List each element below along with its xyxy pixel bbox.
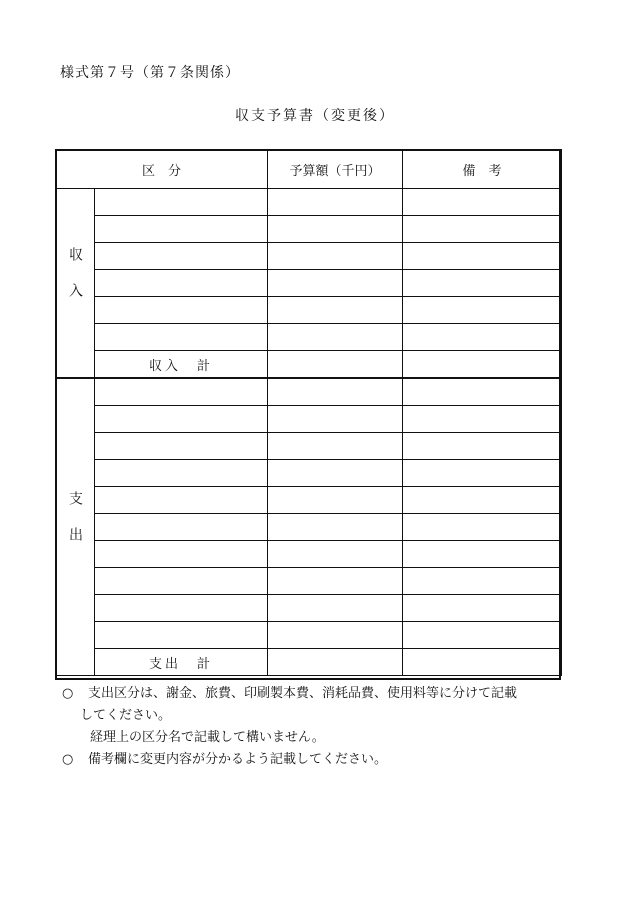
expense-item-cell[interactable] xyxy=(95,433,268,460)
expense-row xyxy=(56,406,562,433)
expense-remarks-cell[interactable] xyxy=(403,622,562,649)
expense-amount-cell[interactable] xyxy=(268,622,403,649)
note-1 xyxy=(62,683,582,705)
expense-amount-cell[interactable] xyxy=(268,433,403,460)
expense-remarks-cell[interactable] xyxy=(403,514,562,541)
expense-remarks-cell[interactable] xyxy=(403,595,562,622)
expense-amount-cell[interactable] xyxy=(268,568,403,595)
expense-item-cell[interactable] xyxy=(95,568,268,595)
income-remarks-cell[interactable] xyxy=(403,243,562,270)
expense-row xyxy=(56,487,562,514)
expense-row xyxy=(56,541,562,568)
income-amount-cell[interactable] xyxy=(268,270,403,297)
notes xyxy=(62,683,582,771)
expense-section-label: 支出 xyxy=(56,378,95,676)
expense-item-cell[interactable] xyxy=(95,460,268,487)
income-remarks-cell[interactable] xyxy=(403,297,562,324)
form-number: 様式第７号（第７条関係） xyxy=(60,65,240,81)
note-1-line-3: 経理上の区分名で記載して構いません。 xyxy=(90,730,325,745)
note-1-line-2: してください。 xyxy=(80,708,172,723)
income-row xyxy=(56,270,562,297)
header-budget: 予算額（千円） xyxy=(268,150,403,189)
expense-amount-cell[interactable] xyxy=(268,406,403,433)
expense-remarks-cell[interactable] xyxy=(403,378,562,406)
income-remarks-cell[interactable] xyxy=(403,216,562,243)
expense-amount-cell[interactable] xyxy=(268,460,403,487)
income-amount-cell[interactable] xyxy=(268,324,403,351)
income-item-cell[interactable] xyxy=(95,297,268,324)
income-remarks-cell[interactable] xyxy=(403,189,562,216)
income-row xyxy=(56,297,562,324)
expense-total-amount[interactable] xyxy=(268,649,403,676)
bullet-circle-icon: ○ xyxy=(62,752,74,767)
expense-item-cell[interactable] xyxy=(95,378,268,406)
budget-table xyxy=(55,149,562,676)
income-total-remarks[interactable] xyxy=(403,351,562,379)
expense-row xyxy=(56,622,562,649)
expense-amount-cell[interactable] xyxy=(268,514,403,541)
income-amount-cell[interactable] xyxy=(268,243,403,270)
note-2 xyxy=(62,749,582,771)
income-total-row xyxy=(56,351,562,379)
document-title: 収支予算書（変更後） xyxy=(235,108,395,124)
expense-remarks-cell[interactable] xyxy=(403,487,562,514)
income-item-cell[interactable] xyxy=(95,324,268,351)
expense-item-cell[interactable] xyxy=(95,406,268,433)
income-item-cell[interactable] xyxy=(95,216,268,243)
income-total-amount[interactable] xyxy=(268,351,403,379)
expense-item-cell[interactable] xyxy=(95,541,268,568)
expense-item-cell[interactable] xyxy=(95,514,268,541)
header-remarks: 備 考 xyxy=(403,150,562,189)
income-item-cell[interactable] xyxy=(95,270,268,297)
expense-remarks-cell[interactable] xyxy=(403,568,562,595)
income-total-label: 収入 計 xyxy=(95,351,268,379)
expense-remarks-cell[interactable] xyxy=(403,541,562,568)
header-category: 区 分 xyxy=(56,150,268,189)
expense-amount-cell[interactable] xyxy=(268,541,403,568)
expense-row xyxy=(56,514,562,541)
expense-row xyxy=(56,460,562,487)
expense-row xyxy=(56,568,562,595)
expense-amount-cell[interactable] xyxy=(268,487,403,514)
income-row xyxy=(56,216,562,243)
income-item-cell[interactable] xyxy=(95,189,268,216)
income-remarks-cell[interactable] xyxy=(403,324,562,351)
expense-row xyxy=(56,378,562,406)
income-amount-cell[interactable] xyxy=(268,216,403,243)
expense-remarks-cell[interactable] xyxy=(403,406,562,433)
income-amount-cell[interactable] xyxy=(268,297,403,324)
expense-item-cell[interactable] xyxy=(95,595,268,622)
expense-item-cell[interactable] xyxy=(95,622,268,649)
note-1-line-1: 支出区分は、謝金、旅費、印刷製本費、消耗品費、使用料等に分けて記載 xyxy=(88,686,518,701)
income-section-label: 収入 xyxy=(56,189,95,379)
income-amount-cell[interactable] xyxy=(268,189,403,216)
expense-item-cell[interactable] xyxy=(95,487,268,514)
expense-total-row xyxy=(56,649,562,676)
note-2-text: 備考欄に変更内容が分かるよう記載してください。 xyxy=(88,752,388,767)
expense-total-remarks[interactable] xyxy=(403,649,562,676)
income-row xyxy=(56,189,562,216)
expense-row xyxy=(56,433,562,460)
expense-row xyxy=(56,595,562,622)
income-item-cell[interactable] xyxy=(95,243,268,270)
expense-amount-cell[interactable] xyxy=(268,378,403,406)
expense-remarks-cell[interactable] xyxy=(403,460,562,487)
income-row xyxy=(56,324,562,351)
expense-remarks-cell[interactable] xyxy=(403,433,562,460)
expense-total-label: 支出 計 xyxy=(95,649,268,676)
income-row xyxy=(56,243,562,270)
table-header-row xyxy=(56,150,562,189)
bullet-circle-icon: ○ xyxy=(62,686,74,701)
expense-amount-cell[interactable] xyxy=(268,595,403,622)
income-remarks-cell[interactable] xyxy=(403,270,562,297)
